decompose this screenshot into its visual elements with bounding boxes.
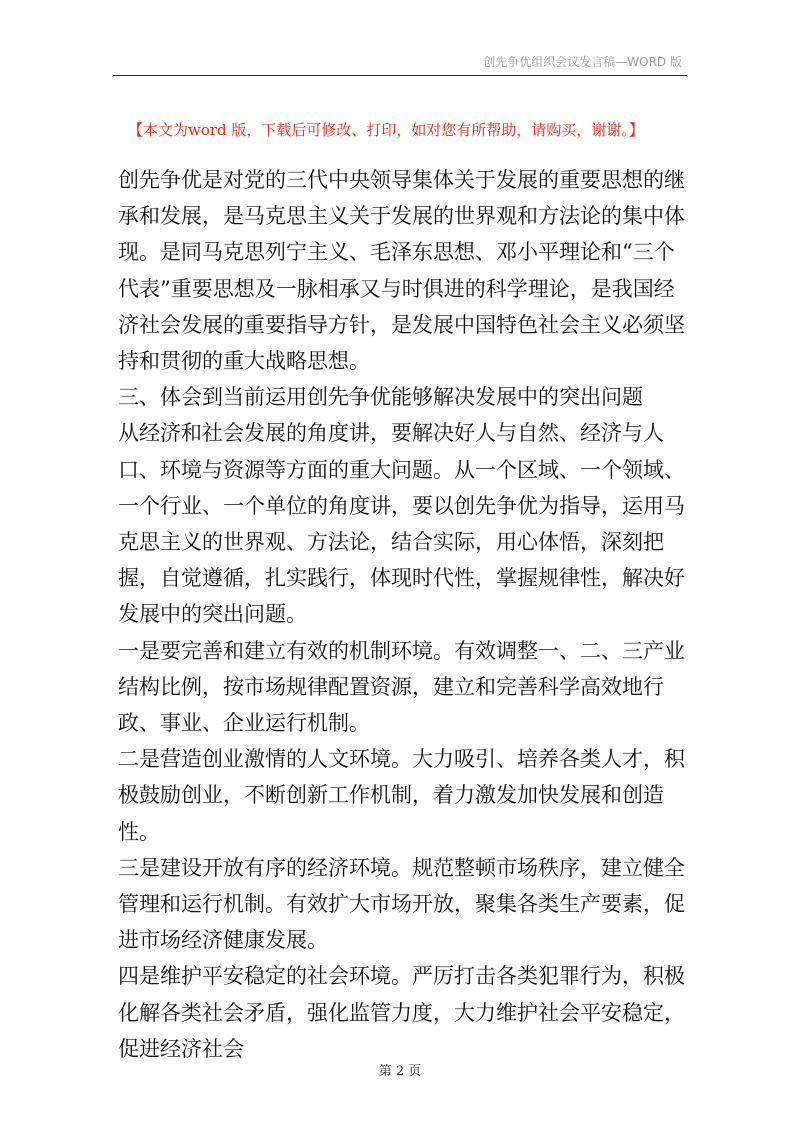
page-number: 第 2 页 bbox=[378, 1064, 422, 1079]
paragraph-point-1: 一是要完善和建立有效的机制环境。有效调整一、二、三产业结构比例，按市场规律配置资源，建立和完善科学高效地行政、事业、企业运行机制。 bbox=[118, 638, 685, 736]
paragraph-development: 从经济和社会发展的角度讲，要解决好人与自然、经济与人口、环境与资源等方面的重大问题。从一个区域、一个领域、一个行业、一个单位的角度讲，要以创先争优为指导，运用马克思主义的世界观、方法论，结合实际，用心体悟，深刻把握，自觉遵循，扎实践行，体现时代性，掌握规律性，解决好发展中的突出问题。 bbox=[118, 421, 685, 627]
paragraph-intro: 创先争优是对党的三代中央领导集体关于发展的重要思想的继承和发展，是马克思主义关于发展的世界观和方法论的集中体现。是同马克思列宁主义、毛泽东思想、邓小平理论和“三个代表”重要思想及一脉相承又与时俱进的科学理论，是我国经济社会发展的重要指导方针，是发展中国特色社会主义必须坚持和贯彻的重大战略思想。 bbox=[118, 168, 685, 374]
running-header: 创先争优组织会议发言稿—WORD 版 bbox=[483, 55, 682, 69]
paragraph-point-4: 四是维护平安稳定的社会环境。严厉打击各类犯罪行为，积极化解各类社会矛盾，强化监管力度，大力维护社会平安稳定，促进经济社会 bbox=[118, 964, 685, 1061]
section-heading-3: 三、体会到当前运用创先争优能够解决发展中的突出问题 bbox=[118, 385, 643, 410]
document-body bbox=[118, 162, 688, 1067]
paragraph-point-2: 二是营造创业激情的人文环境。大力吸引、培养各类人才，积极鼓励创业，不断创新工作机制，着力激发加快发展和创造性。 bbox=[118, 747, 685, 844]
paragraph-point-3: 三是建设开放有序的经济环境。规范整顿市场秩序，建立健全管理和运行机制。有效扩大市场开放，聚集各类生产要素，促进市场经济健康发展。 bbox=[118, 855, 685, 953]
header-divider bbox=[113, 75, 687, 76]
purchase-notice: 【本文为word 版，下载后可修改、打印，如对您有所帮助，请购买，谢谢。】 bbox=[128, 121, 644, 139]
